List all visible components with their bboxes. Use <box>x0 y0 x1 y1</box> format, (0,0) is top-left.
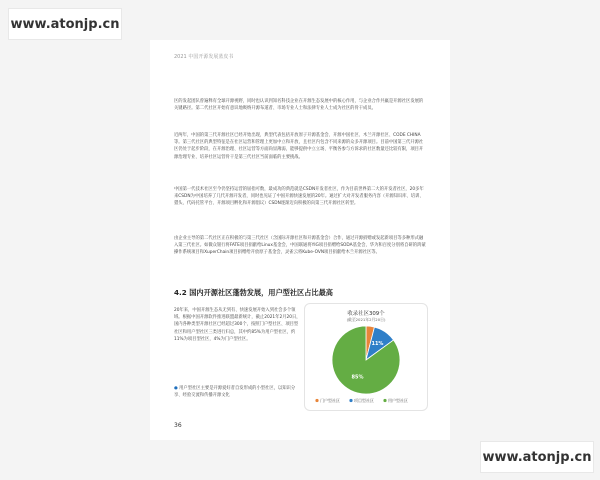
paragraph-4: 由企业主导的第二代社区正在积极的与第三代社区（含国际开源社区和开源基金会）合作，通过开源捐赠或发起新项目等多种形式融入第三代社区。如微众银行将FATE项目捐献给Linux基金会，中国联通将YIG项目捐赠给SODA基金会，华为和百度分别将自研的鸿蒙操作系统项目和XuperChain项目捐赠给开放原子基金会，灵雀云将Kube-OVN项目捐献给木兰开源社区等。 <box>174 236 426 256</box>
paragraph-2: 近两年，中国的第三代开源社区已经开始出现，典型代表包括开放原子开源基金会、开源中国社区、木兰开源社区、CODE CHINA等。第三代社区的典型特征是在社区运营和管理上更加中立和开放，且社区内包含不同来源的众多开源项目。目前中国第三代开源社区仍处于起步阶段，在开源治理、社区运营等方面尚显薄弱，能够提供中立立场、平衡各参与方诉求的社区数量还比较有限，项目开源治理专业、培养社区运营骨干是第三代社区当前面临的主要挑战。 <box>174 133 424 160</box>
legend-label-3: 用户型社区 <box>388 398 408 403</box>
page-number: 36 <box>174 422 182 429</box>
document-page <box>150 40 450 440</box>
chart-subtitle: (截至2021年2月20日) <box>346 317 386 322</box>
legend-marker-1 <box>315 399 318 402</box>
pie-slice-label-2: 11% <box>371 340 384 347</box>
watermark-bottom-right: www.atonjp.cn <box>480 441 594 473</box>
legend-marker-2 <box>349 399 352 402</box>
legend-marker-3 <box>383 399 386 402</box>
bullet-item <box>174 385 302 399</box>
bullet-dot-icon: ● <box>174 386 178 391</box>
bullet-text: 用户型社区主要是开源爱好者自发形成的小型社区，以知识分享、经验交流和传播开源文化 <box>174 386 296 399</box>
paragraph-1: 区的发起团队曾遍释有全球开源视野，同时也认识到知名科技企业在开源生态发展中的核心作用，与企业合作共赢是开源社区发展的关键路径。第二代社区开始有意识地吸纳开源布道者、市场专业人士和法律专业人士成为社区的骨干成员。 <box>174 99 424 112</box>
section-title: 4.2 国内开源社区蓬勃发展，用户型社区占比最高 <box>174 288 333 297</box>
section-body-text: 20年来，中国开源生态从无到有、快速发展开始入到社会多个领域。根据中国开源软件推进联盟最新统计，截止2021年2月20日，国内各种类型开源社区已经超过300个，按照门户型社区、项目型社区和用户型社区三类进行归总，其中约85%为用户型社区，约11%为项目型社区，4%为门户型社区。 <box>174 308 301 342</box>
chart-title: 收录社区309个 <box>347 311 385 317</box>
legend-label-2: 项目型社区 <box>354 398 374 403</box>
page-header: 2021 中国开源发展蓝皮书 <box>174 54 234 60</box>
watermark-top-left: www.atonjp.cn <box>8 8 122 40</box>
pie-chart-card <box>304 303 428 411</box>
legend-label-1: 门户型社区 <box>320 398 340 403</box>
pie-chart <box>305 304 427 410</box>
pie-slice-label-3: 85% <box>351 374 364 381</box>
paragraph-3: 中国第一代技术社区至今仍坚持运营的屈指可数，最成功的典范就是CSDN开发者社区，作为目前世界第二大的开发者社区，20多年来CSDN为中国培养了几代开源开发者，同时也见证了中国开源快速发展的20年。通过扩大对开发者服务内容（开源知识库、培训、猎头、代码托管平台、开源项目孵化和开源倡议）CSDN逐渐迈向积极的向第三代开源社区转型。 <box>174 187 424 207</box>
